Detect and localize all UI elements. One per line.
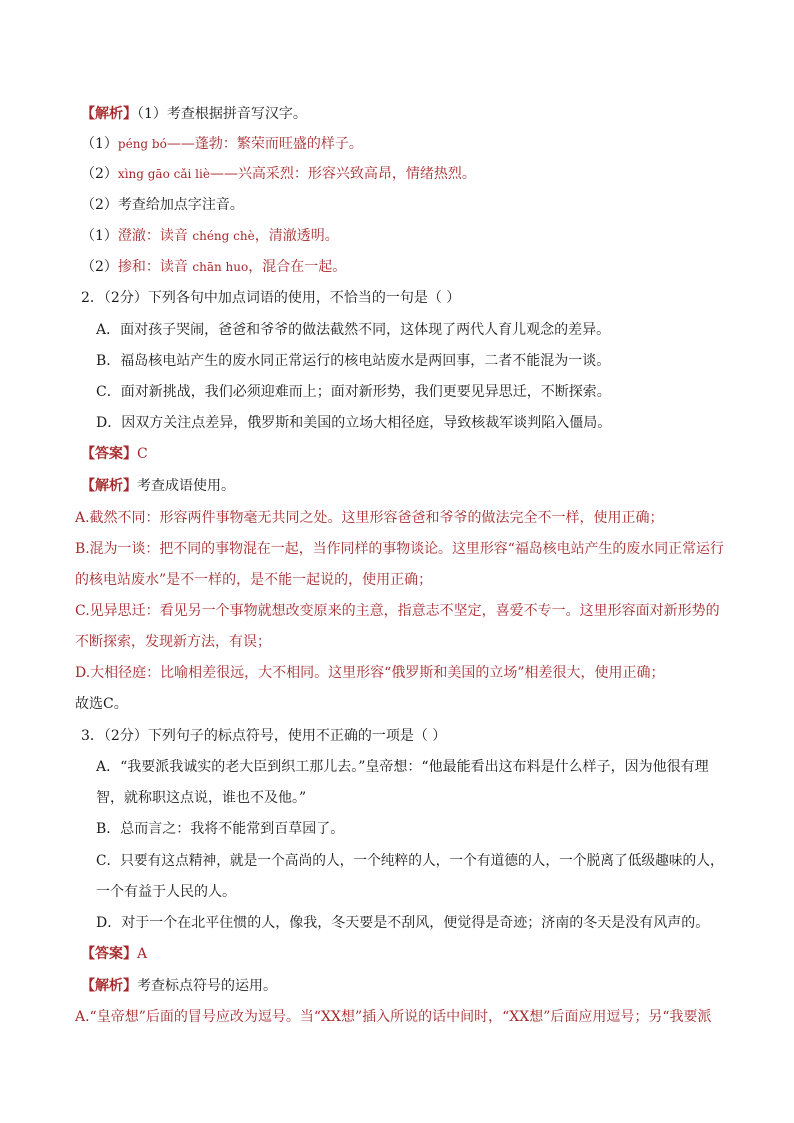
answer-tag: 【答案】 (81, 446, 137, 462)
item-text: ——兴高采烈：形容兴致高昂，情绪热烈。 (209, 166, 476, 182)
q3-option-d: D．对于一个在北平住惯的人，像我，冬天要是不刮风，便觉得是奇迹；济南的冬天是没有风声的。 (96, 915, 710, 931)
q3-option-b: B．总而言之：我将不能常到百草园了。 (96, 821, 345, 837)
q2-answer (81, 444, 148, 464)
item-text-a: 澄澈：读音 (117, 228, 193, 244)
q2-option-b: B．福岛核电站产生的废水同正常运行的核电站废水是两回事，二者不能混为一谈。 (96, 353, 611, 369)
q2-option-c: C．面对新挑战，我们必须迎难而上；面对新形势，我们更要见异思迁，不断探索。 (96, 384, 611, 400)
jiexi-intro-text: （1）考查根据拼音写汉字。 (137, 106, 307, 122)
q2-stem: 2．（2分）下列各句中加点词语的使用，不恰当的一句是（ ） (81, 290, 461, 306)
answer-value: A (137, 946, 148, 962)
item-num: （2） (81, 166, 118, 182)
item-text: ——蓬勃：繁荣而旺盛的样子。 (166, 136, 363, 152)
q2-jiexi-line-4: C.见异思迁：看见另一个事物就想改变原来的主意，指意志不坚定，喜爱不专一。这里形容面对新形势的 (75, 603, 720, 619)
item-num: （1） (81, 228, 118, 244)
item-num: （1） (81, 136, 118, 152)
jiexi-intro2-text: （2）考查给加点字注音。 (81, 197, 244, 213)
q3-option-a-line-1: A．“我要派我诚实的老大臣到织工那儿去。”皇帝想：“他最能看出这布料是什么样子，因为他很有理 (96, 759, 709, 775)
item-text-b: ，混合在一起。 (248, 259, 347, 275)
q3-option-a-line-2: 智，就称职这点说，谁也不及他。” (96, 790, 307, 806)
jiexi-item-2 (81, 164, 476, 184)
pinyin-text: chéng chè (192, 229, 255, 243)
pinyin-text: xìng gāo cǎi liè (117, 167, 210, 181)
jiexi-tag: 【解析】 (81, 978, 137, 994)
q3-option-c-line-1: C．只要有这点精神，就是一个高尚的人，一个纯粹的人，一个有道德的人，一个脱离了低级趣味的人， (96, 853, 724, 869)
jiexi-tag: 【解析】 (81, 106, 137, 122)
jiexi-item-1 (81, 134, 363, 154)
q3-stem: 3．（2分）下列句子的标点符号，使用不正确的一项是（ ） (81, 728, 447, 744)
jiexi-tag: 【解析】 (81, 478, 137, 494)
q2-jiexi-line-3: 的核电站废水”是不一样的，是不能一起说的，使用正确； (75, 572, 433, 588)
item-text-a: 掺和：读音 (117, 259, 193, 275)
pinyin-text: chān huo (192, 260, 249, 274)
jiexi-intro-2 (81, 195, 244, 215)
jiexi-line-intro (81, 104, 307, 124)
q3-option-c-line-2: 一个有益于人民的人。 (96, 884, 236, 900)
item-num: （2） (81, 259, 118, 275)
q2-jiexi-line-5: 不断探索，发现新方法，有误； (75, 634, 271, 650)
q2-option-a: A．面对孩子哭闹，爸爸和爷爷的做法截然不同，这体现了两代人育儿观念的差异。 (96, 322, 611, 338)
item-text-b: ，清澈透明。 (254, 228, 339, 244)
q2-jiexi-line-2: B.混为一谈：把不同的事物混在一起，当作同样的事物谈论。这里形容“福岛核电站产生的废水同正常运行 (75, 541, 724, 557)
jiexi-item2-2 (81, 257, 346, 277)
answer-tag: 【答案】 (81, 946, 137, 962)
jiexi-intro-text: 考查标点符号的运用。 (137, 978, 277, 994)
answer-value: C (137, 446, 148, 462)
q3-jiexi-line-1: A.“皇帝想”后面的冒号应改为逗号。当“XX想”插入所说的话中间时，“XX想”后面应用逗号；另“我要派 (75, 1009, 712, 1025)
jiexi-item2-1 (81, 226, 339, 246)
q3-answer (81, 944, 147, 964)
q2-jiexi-line-1: A.截然不同：形容两件事物毫无共同之处。这里形容爸爸和爷爷的做法完全不一样，使用正确； (75, 510, 664, 526)
jiexi-intro-text: 考查成语使用。 (137, 478, 235, 494)
pinyin-text: péng bó (117, 137, 167, 151)
q3-jiexi (81, 976, 277, 996)
q2-jiexi-line-6: D.大相径庭：比喻相差很远，大不相同。这里形容“俄罗斯和美国的立场”相差很大，使用正确； (75, 665, 665, 681)
q2-conclusion: 故选C。 (75, 696, 128, 712)
q2-option-d: D．因双方关注点差异，俄罗斯和美国的立场大相径庭，导致核裁军谈判陷入僵局。 (96, 415, 612, 431)
q2-jiexi (81, 476, 235, 496)
